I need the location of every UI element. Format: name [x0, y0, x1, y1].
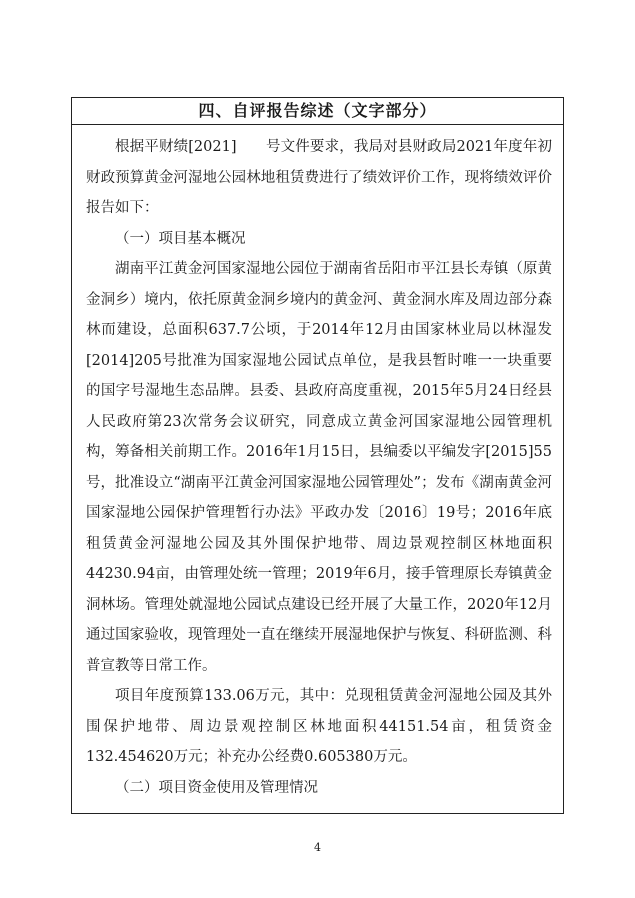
- project-overview-paragraph: 湖南平江黄金河国家湿地公园位于湖南省岳阳市平江县长寿镇（原黄金洞乡）境内，依托原黄金洞乡境内的黄金河、黄金洞水库及周边部分森林而建设，总面积637.7公顷，于2014年12月由国家林业局以林湿发[2014]205号批准为国家湿地公园试点单位，是我县暂时唯一一块重要的国字号湿地生态品牌。县委、县政府高度重视，2015年5月24日经县人民政府第23次常务会议研究，同意成立黄金河国家湿地公园管理机构，筹备相关前期工作。2016年1月15日，县编委以平编发字[2015]55号，批准设立“湖南平江黄金河国家湿地公园管理处”；发布《湖南黄金河国家湿地公园保护管理暂行办法》平政办发〔2016〕19号；2016年底租赁黄金河湿地公园及其外围保护地带、周边景观控制区林地面积44230.94亩，由管理处统一管理；2019年6月，接手管理原长寿镇黄金洞林场。管理处就湿地公园试点建设已经开展了大量工作，2020年12月通过国家验收，现管理处一直在继续开展湿地保护与恢复、科研监测、科普宣教等日常工作。: [86, 261, 552, 674]
- subheading-fund-usage: （二）项目资金使用及管理情况: [115, 779, 318, 796]
- report-body: [86, 132, 552, 803]
- section-title: 四、自评报告综述（文字部分）: [72, 98, 563, 125]
- intro-paragraph: 根据平财绩[2021] 号文件要求，我局对县财政局2021年度年初财政预算黄金河湿地公园林地租赁费进行了绩效评价工作，现将绩效评价报告如下：: [86, 139, 552, 216]
- subheading-project-overview: （一）项目基本概况: [115, 230, 246, 247]
- budget-paragraph: 项目年度预算133.06万元，其中：兑现租赁黄金河湿地公园及其外围保护地带、周边景观控制区林地面积44151.54亩，租赁资金132.454620万元；补充办公经费0.605380万元。: [86, 688, 552, 765]
- page-number: 4: [314, 841, 321, 854]
- report-frame: [71, 97, 564, 814]
